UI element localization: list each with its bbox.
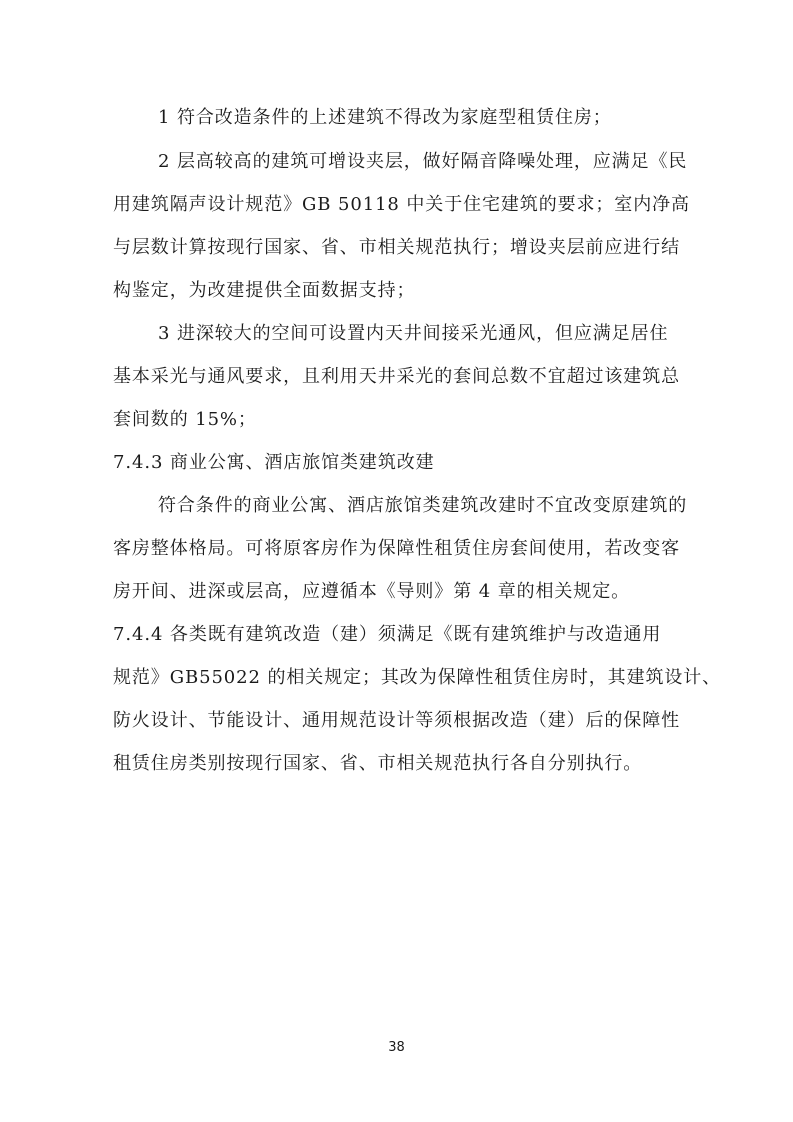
section-7-4-4-line-2: 规范》GB55022 的相关规定；其改为保障性租赁住房时，其建筑设计、 (113, 667, 722, 688)
section-7-4-4-line-1: 7.4.4 各类既有建筑改造（建）须满足《既有建筑维护与改造通用 (113, 624, 662, 645)
item-1-text: 1 符合改造条件的上述建筑不得改为家庭型租赁住房； (158, 107, 612, 128)
item-2-text-line-4: 构鉴定，为改建提供全面数据支持； (113, 280, 416, 301)
section-7-4-4-line-3: 防火设计、节能设计、通用规范设计等须根据改造（建）后的保障性 (113, 710, 680, 731)
page-number: 38 (388, 1040, 405, 1055)
section-7-4-3-body-line-1: 符合条件的商业公寓、酒店旅馆类建筑改建时不宜改变原建筑的 (158, 495, 688, 516)
section-7-4-3-heading: 7.4.3 商业公寓、酒店旅馆类建筑改建 (113, 452, 435, 473)
item-3-text-line-2: 基本采光与通风要求，且利用天井采光的套间总数不宜超过该建筑总 (113, 366, 680, 387)
item-3-text-line-3: 套间数的 15%； (113, 409, 257, 430)
item-3-text-line-1: 3 进深较大的空间可设置内天井间接采光通风，但应满足居住 (158, 323, 669, 344)
section-7-4-4-line-4: 租赁住房类别按现行国家、省、市相关规范执行各自分别执行。 (113, 753, 643, 774)
section-7-4-3-body-line-3: 房开间、进深或层高，应遵循本《导则》第 4 章的相关规定。 (113, 581, 630, 602)
item-2-text-line-2: 用建筑隔声设计规范》GB 50118 中关于住宅建筑的要求；室内净高 (113, 194, 690, 215)
item-2-text-line-3: 与层数计算按现行国家、省、市相关规范执行；增设夹层前应进行结 (113, 237, 680, 258)
item-2-text-line-1: 2 层高较高的建筑可增设夹层，做好隔音降噪处理，应满足《民 (158, 151, 688, 172)
section-7-4-3-body-line-2: 客房整体格局。可将原客房作为保障性租赁住房套间使用，若改变客 (113, 538, 680, 559)
